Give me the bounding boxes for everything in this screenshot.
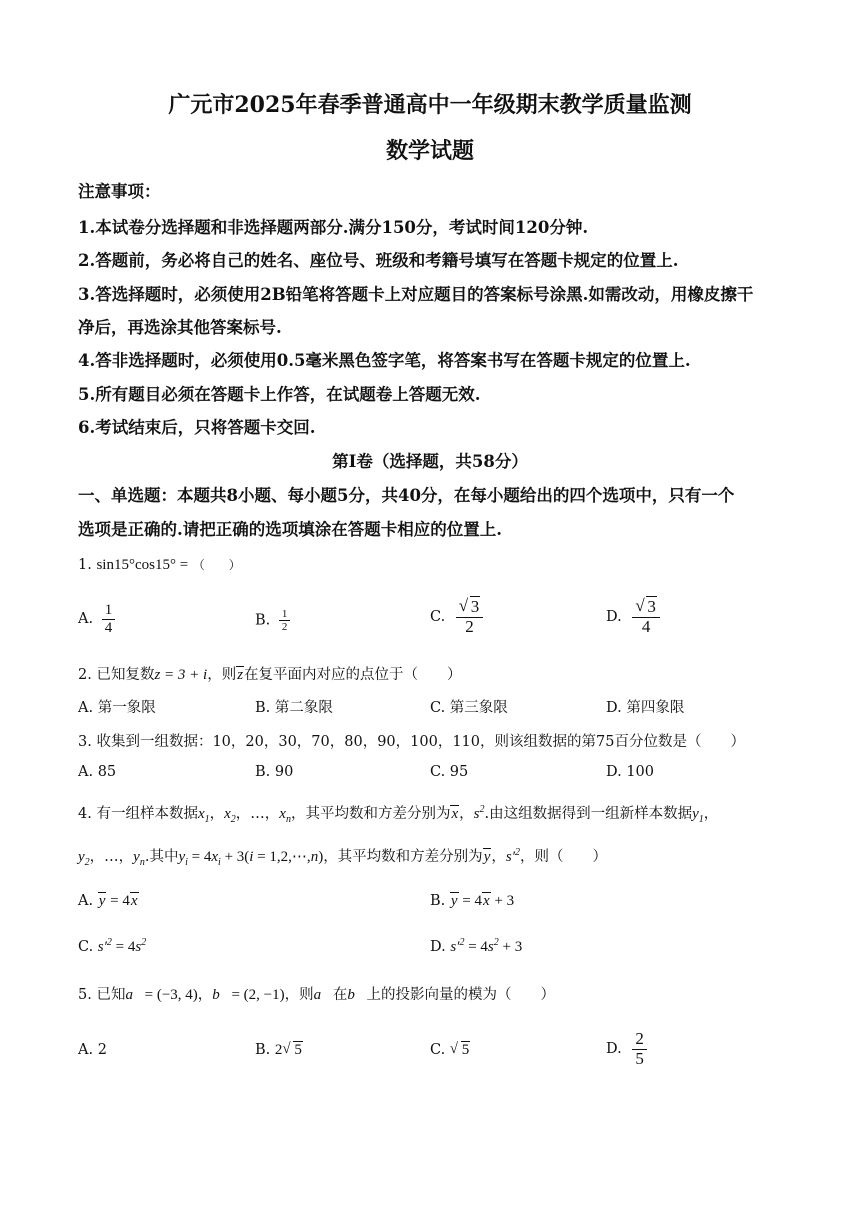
page-subtitle: 数学试题	[385, 138, 474, 164]
notice-item-5: 5.所有题目必须在答题卡上作答，在试题卷上答题无效.	[78, 385, 481, 404]
notice-item-3: 3.答选择题时，必须使用2B铅笔将答题卡上对应题目的答案标号涂黑.如需改动，用橡皮擦干	[78, 285, 754, 304]
question-5-option-d: D. $\frac{2}{5}$	[606, 1030, 647, 1068]
question-3-option-d: D. 100	[606, 764, 655, 780]
question-4-option-a: A. y = 4x	[78, 893, 138, 909]
question-2-option-c: C. 第三象限	[430, 700, 508, 716]
question-5-option-a: A. 2	[78, 1042, 107, 1058]
question-1-option-d: D. √ $\frac{3}{4}$	[606, 598, 660, 636]
question-5-stem: 5. 已知a⃗= (−3, 4)，b⃗= (2, −1)，则a⃗在b⃗上的投影向量的模为（ ）	[78, 987, 555, 1003]
question-3-stem: 3. 收集到一组数据：10，20，30，70，80，90，100，110，则该组数据的第75百分位数是（ ）	[78, 734, 745, 750]
notice-heading: 注意事项：	[78, 182, 161, 201]
z-conjugate: z	[237, 667, 244, 683]
section-instructions-1: 一、单选题：本题共8小题、每小题5分，共40分，在每小题给出的四个选项中，只有一个	[78, 486, 735, 505]
question-2-option-b: B. 第二象限	[255, 700, 333, 716]
notice-item-4: 4.答非选择题时，必须使用0.5毫米黑色签字笔，将答案书写在答题卡规定的位置上.	[78, 351, 691, 370]
section-instructions-2: 选项是正确的.请把正确的选项填涂在答题卡相应的位置上.	[78, 520, 502, 539]
question-3-option-b: B. 90	[255, 764, 294, 780]
question-2-option-a: A. 第一象限	[78, 700, 156, 716]
notice-item-1: 1.本试卷分选择题和非选择题两部分.满分150分，考试时间120分钟.	[78, 218, 589, 237]
section-title: 第Ⅰ卷（选择题，共58分）	[332, 452, 528, 471]
question-4-option-d: D. $s'^2 = 4s^2 + 3$	[430, 937, 523, 955]
question-3-option-c: C. 95	[430, 764, 469, 780]
question-4-stem-line-2: $y_2$，…，$y_n$.其中$y_i = 4x_i + 3(i$ = 1,2,⋯,n)，其平均数和方差分别为y，$s'^2$，则（ ）	[78, 847, 607, 868]
notice-item-2: 2.答题前，务必将自己的姓名、座位号、班级和考籍号填写在答题卡规定的位置上.	[78, 251, 679, 270]
question-4-stem-line-1: 4. 有一组样本数据$x_1$，$x_2$，…，$x_n$，其平均数和方差分别为x，$s^2$.由这组数据得到一组新样本数据$y_1$，	[78, 804, 719, 825]
question-1-option-c: C. √ $\frac{3}{2}$	[430, 598, 483, 636]
question-4-option-c: C. $s'^2 = 4s^2$	[78, 937, 147, 955]
question-2-option-d: D. 第四象限	[606, 700, 685, 716]
question-5-option-b: B. 2√ 5	[255, 1042, 303, 1059]
question-1-stem: 1. sin15°cos15° = （ ）	[78, 557, 241, 573]
question-3-option-a: A. 85	[78, 764, 117, 780]
question-5-option-c: C. √ 5	[430, 1042, 470, 1059]
question-1-expression: sin15°cos15° =	[96, 557, 189, 573]
question-4-option-b: B. y = 4x + 3	[430, 893, 515, 909]
question-2-stem: 2. 已知复数z = 3 + i，则z在复平面内对应的点位于（ ）	[78, 667, 462, 683]
question-1-option-b: B. $\frac{1}{2}$	[255, 608, 290, 633]
notice-item-6: 6.考试结束后，只将答题卡交回.	[78, 418, 316, 437]
notice-item-3-cont: 净后，再选涂其他答案标号.	[78, 318, 282, 337]
page-title: 广元市2025年春季普通高中一年级期末教学质量监测	[168, 92, 692, 118]
question-1-option-a: A. $\frac{1}{4}$	[78, 602, 115, 636]
